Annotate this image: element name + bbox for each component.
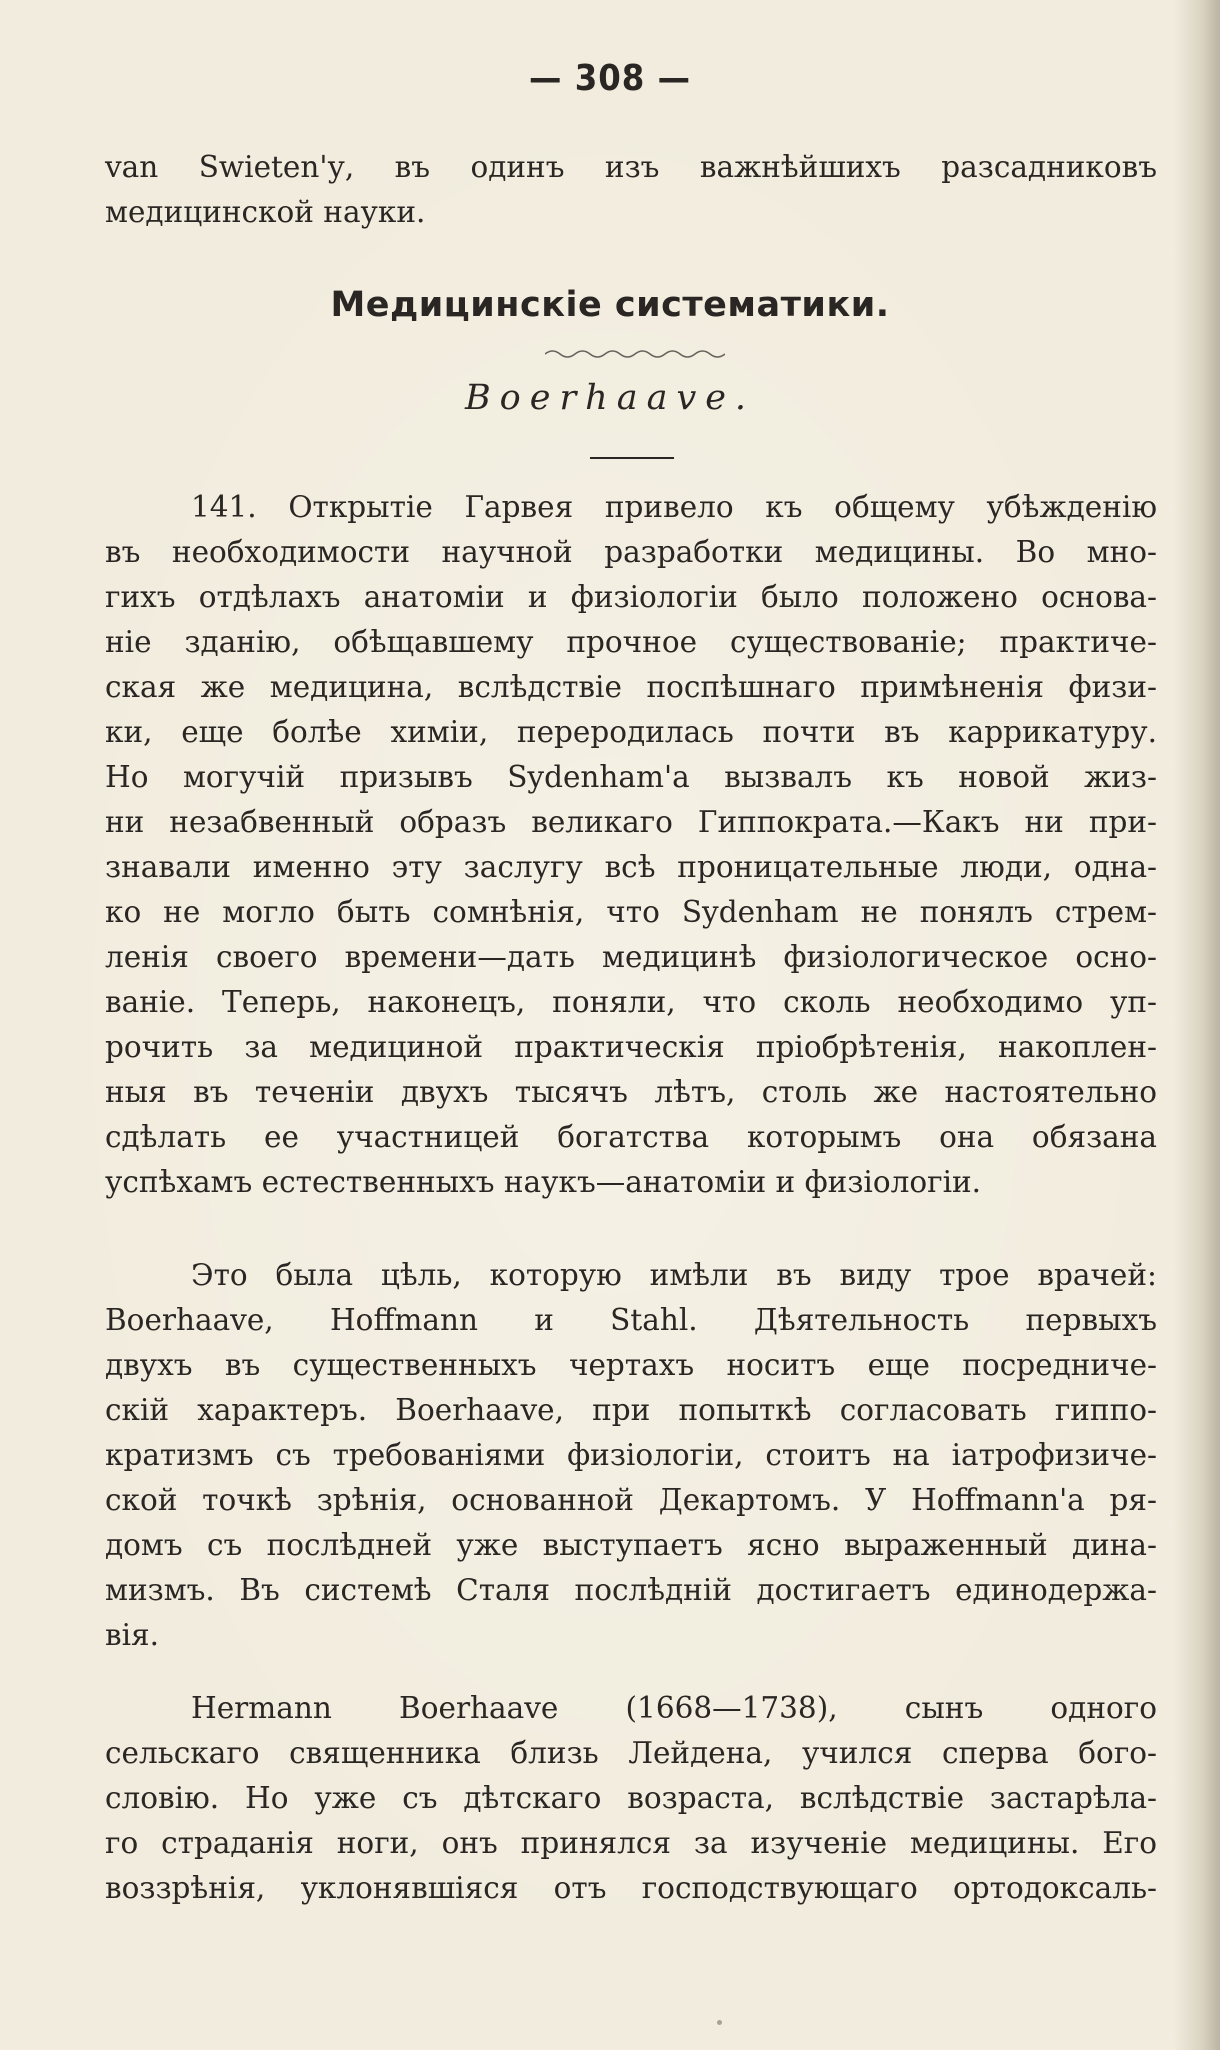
page-number: — 308 — xyxy=(529,58,691,99)
text-line: Но могучій призывъ Sydenham'а вызвалъ къ новой жиз- xyxy=(105,760,1157,794)
text-line: въ необходимости научной разработки медицины. Во мно- xyxy=(105,535,1157,569)
text-line: сельскаго священника близь Лейдена, учился сперва бого- xyxy=(105,1736,1157,1770)
section-subheading: Boerhaave. xyxy=(464,378,756,418)
text-line: 141. Открытіе Гарвея привело къ общему убѣжденію xyxy=(191,490,1157,524)
text-line: ни незабвенный образъ великаго Гиппократа.—Какъ ни при- xyxy=(105,805,1157,839)
wavy-rule-ornament xyxy=(545,348,725,360)
intro-text xyxy=(105,145,1157,235)
paragraph-hermann-boerhaave xyxy=(105,1686,1157,1911)
text-line: мизмъ. Въ системѣ Сталя послѣдній достигаетъ единодержа- xyxy=(105,1573,1157,1607)
text-line: ваніе. Теперь, наконецъ, поняли, что сколь необходимо уп- xyxy=(105,985,1157,1019)
text-line: сдѣлать ее участницей богатства которымъ она обязана xyxy=(105,1120,1157,1154)
text-line: словію. Но уже съ дѣтскаго возраста, вслѣдствіе застарѣла- xyxy=(105,1781,1157,1815)
text-line: ленія своего времени—дать медицинѣ физіологическое осно- xyxy=(105,940,1157,974)
text-line: ки, еще болѣе химіи, переродилась почти въ каррикатуру. xyxy=(105,715,1157,749)
paper-speck xyxy=(717,2020,722,2025)
text-line: Boerhaave, Hoffmann и Stahl. Дѣятельность первыхъ xyxy=(105,1303,1157,1337)
text-line: ніе зданію, обѣщавшему прочное существованіе; практиче- xyxy=(105,625,1157,659)
text-line: Это была цѣль, которую имѣли въ виду трое врачей: xyxy=(191,1258,1157,1292)
text-line: рочить за медициной практическія пріобрѣтенія, накоплен- xyxy=(105,1030,1157,1064)
horizontal-rule xyxy=(590,457,674,459)
text-line: ской точкѣ зрѣнія, основанной Декартомъ. У Hoffmann'а ря- xyxy=(105,1483,1157,1517)
section-heading: Медицинскіе систематики. xyxy=(330,285,890,325)
text-line: медицинской науки. xyxy=(105,195,426,229)
text-line: воззрѣнія, уклонявшіяся отъ господствующаго ортодоксаль- xyxy=(105,1871,1157,1905)
text-line: знавали именно эту заслугу всѣ проницательные люди, одна- xyxy=(105,850,1157,884)
paragraph-trois-medecins xyxy=(105,1253,1157,1658)
text-line: Hermann Boerhaave (1668—1738), сынъ одного xyxy=(191,1691,1157,1725)
text-line: ныя въ теченіи двухъ тысячъ лѣтъ, столь же настоятельно xyxy=(105,1075,1157,1109)
text-line: двухъ въ существенныхъ чертахъ носитъ еще посредниче- xyxy=(105,1348,1157,1382)
text-line: кратизмъ съ требованіями физіологіи, стоитъ на іатрофизиче- xyxy=(105,1438,1157,1472)
paragraph-141 xyxy=(105,485,1157,1205)
text-line: ская же медицина, вслѣдствіе поспѣшнаго примѣненія физи- xyxy=(105,670,1157,704)
text-line: ко не могло быть сомнѣнія, что Sydenham не понялъ стрем- xyxy=(105,895,1157,929)
text-line: van Swieten'у, въ одинъ изъ важнѣйшихъ разсадниковъ xyxy=(105,150,1157,184)
text-line: домъ съ послѣдней уже выступаетъ ясно выраженный дина- xyxy=(105,1528,1157,1562)
text-line: успѣхамъ естественныхъ наукъ—анатоміи и физіологіи. xyxy=(105,1165,982,1199)
text-line: го страданія ноги, онъ принялся за изученіе медицины. Его xyxy=(105,1826,1157,1860)
text-line: гихъ отдѣлахъ анатоміи и физіологіи было положено основа- xyxy=(105,580,1157,614)
text-line: скій характеръ. Boerhaave, при попыткѣ согласовать гиппо- xyxy=(105,1393,1157,1427)
text-line: вія. xyxy=(105,1618,160,1652)
